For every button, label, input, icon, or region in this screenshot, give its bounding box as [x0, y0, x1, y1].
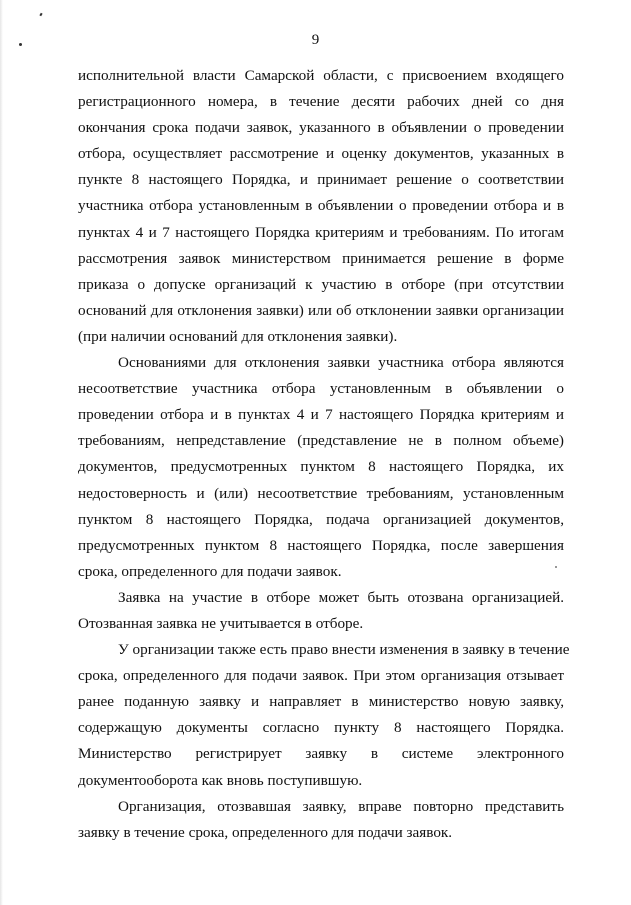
text-line: недостоверность и (или) несоответствие требованиям, установленным [78, 484, 564, 502]
text-line: регистрационного номера, в течение десяти рабочих дней со дня [78, 93, 564, 111]
text-line: окончания срока подачи заявок, указанного в объявлении о проведении [78, 119, 564, 137]
text-line: оснований для отклонения заявки) или об отклонении заявки организации [78, 301, 564, 319]
text-line: пунктах 4 и 7 настоящего Порядка критериям и требованиям. По итогам [78, 223, 564, 241]
text-line: приказа о допуске организаций к участию в отборе (при отсутствии [78, 275, 564, 293]
text-line: рассмотрения заявок министерством принимается решение в форме [78, 249, 564, 267]
paragraph-p3 [78, 585, 564, 637]
paragraph-p1 [78, 63, 564, 350]
text-line: Организация, отозвавшая заявку, вправе повторно представить [118, 797, 564, 815]
text-line: срока, определенного для подачи заявок. [78, 562, 342, 580]
text-line: У организации также есть право внести изменения в заявку в течение [118, 641, 570, 659]
text-line: несоответствие участника отбора установленным в объявлении о [78, 380, 564, 398]
paragraph-p4 [78, 637, 570, 794]
text-line: требованиям, непредставление (представление не в полном объеме) [78, 432, 564, 450]
scan-artifact-tick [39, 13, 42, 17]
paragraph-p2 [78, 350, 564, 585]
text-line: документооборота как вновь поступившую. [78, 771, 363, 789]
text-line: пунктом 8 настоящего Порядка, подача организацией документов, [78, 510, 564, 528]
page-number: 9 [311, 32, 320, 48]
text-line: документов, предусмотренных пунктом 8 настоящего Порядка, их [78, 458, 564, 476]
text-line: ранее поданную заявку и направляет в министерство новую заявку, [78, 693, 564, 711]
text-line: заявку в течение срока, определенного для подачи заявок. [78, 823, 453, 841]
text-line: участника отбора установленным в объявлении о проведении отбора и в [78, 197, 564, 215]
text-line: отбора, осуществляет рассмотрение и оценку документов, указанных в [78, 145, 564, 163]
text-line: срока, определенного для подачи заявок. При этом организация отзывает [78, 667, 564, 685]
text-line: Отозванная заявка не учитывается в отборе. [78, 614, 364, 632]
text-line: проведении отбора и в пунктах 4 и 7 настоящего Порядка критериям и [78, 406, 564, 424]
text-line: содержащую документы согласно пункту 8 настоящего Порядка. [78, 719, 564, 737]
scan-edge-shadow [0, 0, 3, 905]
text-line: Заявка на участие в отборе может быть отозвана организацией. [118, 588, 564, 606]
text-line: исполнительной власти Самарской области, с присвоением входящего [78, 67, 564, 84]
text-line: (при наличии оснований для отклонения заявки). [78, 327, 398, 345]
text-line: пункте 8 настоящего Порядка, и принимает решение о соответствии [78, 171, 564, 189]
document-body [78, 63, 570, 846]
text-line: предусмотренных пунктом 8 настоящего Порядка, после завершения [78, 536, 564, 554]
text-line: Министерство регистрирует заявку в системе электронного [78, 745, 564, 763]
text-line: Основаниями для отклонения заявки участника отбора являются [118, 354, 564, 372]
paragraph-p5 [78, 794, 564, 846]
